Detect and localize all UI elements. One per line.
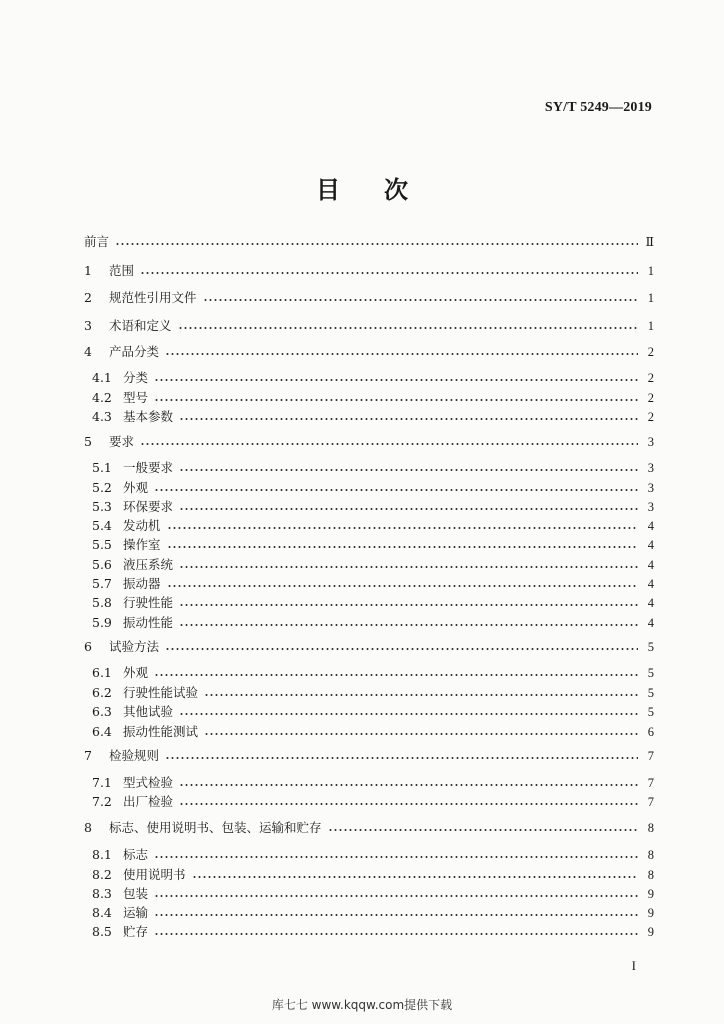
toc-entry-page: 8 xyxy=(647,848,654,862)
toc-entry-number: 5.1 xyxy=(92,460,112,475)
dot-leader xyxy=(154,932,638,936)
toc-title xyxy=(0,170,724,205)
toc-entry-number: 5.2 xyxy=(92,480,112,495)
toc-entry-label: 振动性能测试 xyxy=(123,724,199,739)
toc-entry-number: 5.9 xyxy=(92,615,112,630)
dot-leader xyxy=(179,468,638,472)
dot-leader xyxy=(140,442,638,446)
toc-entry-label: 基本参数 xyxy=(123,409,174,424)
dot-leader xyxy=(204,693,638,697)
toc-entry[interactable] xyxy=(92,517,654,535)
toc-entry-number: 6.3 xyxy=(92,704,112,719)
toc-entry-number: 5.8 xyxy=(92,595,112,610)
toc-entry-label: 型号 xyxy=(123,390,149,405)
toc-entry-page: 9 xyxy=(647,906,654,920)
toc-entry-number: 8.3 xyxy=(92,886,112,901)
dot-leader xyxy=(179,417,638,421)
toc-entry[interactable] xyxy=(92,459,654,477)
toc-entry[interactable] xyxy=(84,819,654,837)
toc-entry-label: 使用说明书 xyxy=(123,867,186,882)
toc-entry-number: 5.3 xyxy=(92,499,112,514)
toc-entry-page: 5 xyxy=(647,705,654,719)
toc-entry-page: 3 xyxy=(647,500,654,514)
toc-entry-number: 5.5 xyxy=(92,537,112,552)
toc-entry[interactable] xyxy=(92,614,654,632)
toc-entry-page: 4 xyxy=(647,596,654,610)
toc-entry[interactable] xyxy=(84,638,654,656)
toc-entry-number: 3 xyxy=(84,318,92,333)
toc-entry-label: 发动机 xyxy=(123,518,161,533)
toc-entry-label: 分类 xyxy=(123,370,149,385)
toc-entry[interactable] xyxy=(84,233,654,251)
toc-entry-page: 7 xyxy=(647,776,654,790)
toc-entry-label: 外观 xyxy=(123,665,149,680)
toc-entry-page: 4 xyxy=(647,519,654,533)
toc-entry-page: 6 xyxy=(647,725,654,739)
toc-entry-page: 3 xyxy=(647,435,654,449)
toc-entry-page: 8 xyxy=(647,821,654,835)
toc-entry-label: 产品分类 xyxy=(109,344,160,359)
toc-entry[interactable] xyxy=(92,408,654,426)
toc-entry-page: 4 xyxy=(647,577,654,591)
toc-entry-page: 9 xyxy=(647,925,654,939)
dot-leader xyxy=(165,647,638,651)
dot-leader xyxy=(192,875,638,879)
toc-entry[interactable] xyxy=(92,684,654,702)
toc-entry-label: 术语和定义 xyxy=(109,318,172,333)
toc-entry[interactable] xyxy=(92,723,654,741)
toc-entry-page: 2 xyxy=(647,391,654,405)
toc-entry-page: 3 xyxy=(647,481,654,495)
toc-entry-label: 行驶性能试验 xyxy=(123,685,199,700)
dot-leader xyxy=(179,802,638,806)
toc-entry[interactable] xyxy=(92,369,654,387)
toc-entry[interactable] xyxy=(92,885,654,903)
dot-leader xyxy=(115,242,638,246)
toc-entry-page: 4 xyxy=(647,538,654,552)
toc-entry-number: 4.2 xyxy=(92,390,112,405)
toc-entry-number: 6.1 xyxy=(92,665,112,680)
toc-entry[interactable] xyxy=(92,866,654,884)
toc-entry-number: 6 xyxy=(84,639,92,654)
toc-entry-label: 范围 xyxy=(109,263,135,278)
toc-entry-label: 规范性引用文件 xyxy=(109,290,197,305)
toc-entry-number: 4 xyxy=(84,344,92,359)
toc-entry[interactable] xyxy=(92,923,654,941)
toc-entry-number: 5 xyxy=(84,434,92,449)
toc-entry-label: 运输 xyxy=(123,905,149,920)
toc-entry-label: 操作室 xyxy=(123,537,161,552)
dot-leader xyxy=(154,894,638,898)
toc-entry-label: 其他试验 xyxy=(123,704,174,719)
dot-leader xyxy=(165,756,638,760)
toc-entry-page: 5 xyxy=(647,640,654,654)
toc-entry-label: 前言 xyxy=(84,234,110,249)
toc-entry-label: 型式检验 xyxy=(123,775,174,790)
toc-entry-page: 7 xyxy=(647,795,654,809)
dot-leader xyxy=(179,623,638,627)
toc-entry[interactable] xyxy=(92,575,654,593)
toc-entry[interactable] xyxy=(84,747,654,765)
toc-entry-number: 8 xyxy=(84,820,92,835)
toc-entry-page: 5 xyxy=(647,686,654,700)
toc-entry-number: 5.4 xyxy=(92,518,112,533)
toc-entry[interactable] xyxy=(92,703,654,721)
dot-leader xyxy=(328,828,638,832)
toc-entry[interactable] xyxy=(92,664,654,682)
dot-leader xyxy=(154,913,638,917)
toc-entry-label: 环保要求 xyxy=(123,499,174,514)
toc-entry[interactable] xyxy=(84,289,654,307)
toc-entry[interactable] xyxy=(92,556,654,574)
dot-leader xyxy=(154,378,638,382)
dot-leader xyxy=(179,603,638,607)
toc-entry-page: 4 xyxy=(647,616,654,630)
toc-entry[interactable] xyxy=(92,536,654,554)
toc-entry-label: 一般要求 xyxy=(123,460,174,475)
dot-leader xyxy=(179,565,638,569)
toc-entry[interactable] xyxy=(92,594,654,612)
toc-entry-number: 6.4 xyxy=(92,724,112,739)
toc-entry-number: 8.4 xyxy=(92,905,112,920)
toc-entry[interactable] xyxy=(84,262,654,280)
toc-entry-page: 2 xyxy=(647,410,654,424)
toc-entry-label: 出厂检验 xyxy=(123,794,174,809)
toc-entry-label: 行驶性能 xyxy=(123,595,174,610)
toc-entry[interactable] xyxy=(92,904,654,922)
toc-entry-number: 7.2 xyxy=(92,794,112,809)
toc-entry-label: 液压系统 xyxy=(123,557,174,572)
toc-entry-label: 外观 xyxy=(123,480,149,495)
dot-leader xyxy=(167,545,638,549)
toc-entry-label: 包装 xyxy=(123,886,149,901)
toc-entry[interactable] xyxy=(84,343,654,361)
toc-entry-page: 2 xyxy=(647,345,654,359)
toc-title-char-2: 次 xyxy=(384,176,408,204)
toc-entry-label: 振动器 xyxy=(123,576,161,591)
toc-entry-page: 1 xyxy=(647,319,654,333)
standard-code: SY/T 5249—2019 xyxy=(544,100,652,115)
toc-entry-number: 8.2 xyxy=(92,867,112,882)
toc-entry-label: 试验方法 xyxy=(109,639,160,654)
toc-entry-number: 5.7 xyxy=(92,576,112,591)
toc-entry-number: 7.1 xyxy=(92,775,112,790)
toc-entry[interactable] xyxy=(92,389,654,407)
toc-entry[interactable] xyxy=(92,846,654,864)
dot-leader xyxy=(179,507,638,511)
toc-entry[interactable] xyxy=(92,479,654,497)
toc-entry-page: 7 xyxy=(647,749,654,763)
toc-entry-number: 4.1 xyxy=(92,370,112,385)
dot-leader xyxy=(154,855,638,859)
toc-entry-page: 3 xyxy=(647,461,654,475)
toc-entry-number: 1 xyxy=(84,263,92,278)
dot-leader xyxy=(167,584,638,588)
toc-entry-label: 标志 xyxy=(123,847,149,862)
page-folio: I xyxy=(631,958,636,973)
toc-entry-label: 标志、使用说明书、包装、运输和贮存 xyxy=(109,820,322,835)
toc-title-char-1: 目 xyxy=(316,176,340,204)
toc-entry-number: 8.5 xyxy=(92,924,112,939)
toc-entry-page: 5 xyxy=(647,666,654,680)
dot-leader xyxy=(178,326,638,330)
dot-leader xyxy=(167,526,638,530)
toc-entry-number: 6.2 xyxy=(92,685,112,700)
dot-leader xyxy=(154,398,638,402)
dot-leader xyxy=(204,732,638,736)
toc-entry[interactable] xyxy=(92,774,654,792)
toc-entry-number: 4.3 xyxy=(92,409,112,424)
toc-entry[interactable] xyxy=(92,498,654,516)
toc-entry-page: 4 xyxy=(647,558,654,572)
toc-entry-number: 8.1 xyxy=(92,847,112,862)
dot-leader xyxy=(203,298,638,302)
dot-leader xyxy=(154,488,638,492)
toc-entry-number: 7 xyxy=(84,748,92,763)
dot-leader xyxy=(179,712,638,716)
toc-entry-page: 9 xyxy=(647,887,654,901)
toc-entry-label: 检验规则 xyxy=(109,748,160,763)
toc-entry-page: 2 xyxy=(647,371,654,385)
toc-entry-number: 5.6 xyxy=(92,557,112,572)
watermark-text: 库七七 www.kqqw.com提供下载 xyxy=(271,998,453,1012)
toc-entry-page: 1 xyxy=(647,264,654,278)
toc-entry-page: 1 xyxy=(647,291,654,305)
dot-leader xyxy=(179,783,638,787)
toc-entry-number: 2 xyxy=(84,290,92,305)
toc-entry-label: 贮存 xyxy=(123,924,149,939)
toc-entry[interactable] xyxy=(92,793,654,811)
dot-leader xyxy=(154,673,638,677)
toc-entry-label: 要求 xyxy=(109,434,135,449)
toc-entry-page: 8 xyxy=(647,868,654,882)
toc-entry-page: Ⅱ xyxy=(645,235,654,249)
dot-leader xyxy=(140,271,638,275)
toc-entry[interactable] xyxy=(84,433,654,451)
toc-entry-label: 振动性能 xyxy=(123,615,174,630)
dot-leader xyxy=(165,352,638,356)
toc-entry[interactable] xyxy=(84,317,654,335)
